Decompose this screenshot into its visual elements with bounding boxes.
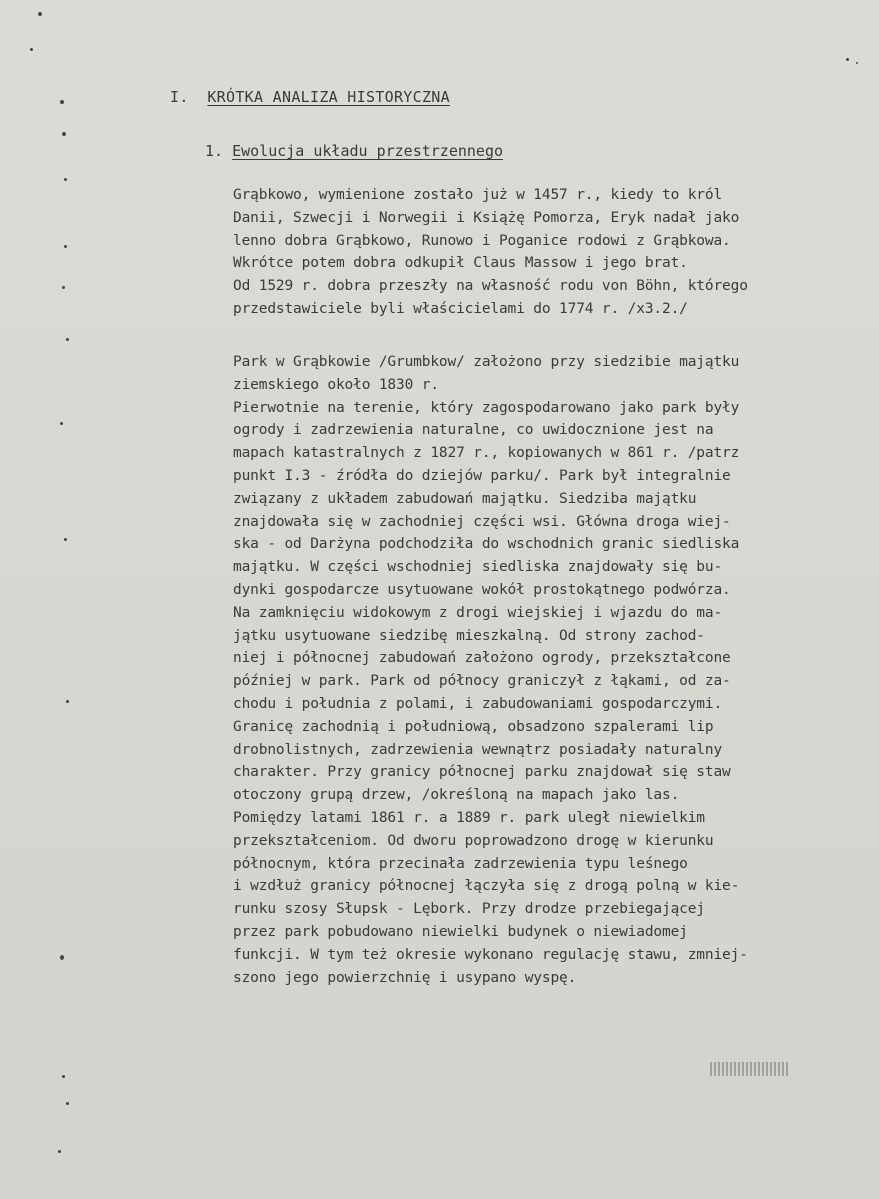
text-line: ziemskiego około 1830 r. — [233, 376, 439, 393]
text-line: Pomiędzy latami 1861 r. a 1889 r. park uległ niewielkim — [233, 809, 705, 826]
text-line: północnym, która przecinała zadrzewienia typu leśnego — [233, 855, 688, 872]
margin-speck — [66, 1102, 69, 1105]
margin-speck — [38, 12, 42, 16]
text-line: chodu i południa z polami, i zabudowaniami gospodarczymi. — [233, 695, 723, 712]
text-line: ogrody i zadrzewienia naturalne, co uwidocznione jest na — [233, 422, 714, 439]
text-line: ska - od Darżyna podchodziła do wschodnich granic siedliska — [233, 536, 740, 553]
margin-speck — [64, 538, 67, 541]
text-line: funkcji. W tym też okresie wykonano regulację stawu, zmniej- — [233, 946, 748, 963]
text-line: charakter. Przy granicy północnej parku znajdował się staw — [233, 764, 731, 781]
text-line: lenno dobra Grąbkowo, Runowo i Poganice rodowi z Grąbkowa. — [233, 232, 731, 249]
margin-speck — [846, 58, 849, 61]
text-line: Od 1529 r. dobra przeszły na własność rodu von Böhn, którego — [233, 278, 748, 295]
text-line: mapach katastralnych z 1827 r., kopiowanych w 861 r. /patrz — [233, 445, 740, 462]
paragraph-history — [233, 184, 873, 321]
text-line: runku szosy Słupsk - Lębork. Przy drodze przebiegającej — [233, 901, 705, 918]
text-line: Na zamknięciu widokowym z drogi wiejskiej i wjazdu do ma- — [233, 604, 723, 621]
margin-speck — [64, 245, 67, 248]
text-line: drobnolistnych, zadrzewienia wewnątrz posiadały naturalny — [233, 741, 723, 758]
text-line: otoczony grupą drzew, /określoną na mapach jako las. — [233, 787, 680, 804]
text-line: później w park. Park od północy graniczył z łąkami, od za- — [233, 673, 731, 690]
margin-speck — [60, 422, 63, 425]
margin-speck — [62, 1075, 65, 1078]
section-heading-title: KRÓTKA ANALIZA HISTORYCZNA — [207, 88, 450, 106]
margin-speck — [60, 955, 64, 960]
text-line: niej i północnej zabudowań założono ogrody, przekształcone — [233, 650, 731, 667]
text-line: Danii, Szwecji i Norwegii i Książę Pomorza, Eryk nadał jako — [233, 209, 740, 226]
margin-speck — [62, 286, 65, 289]
text-line: jątku usytuowane siedzibę mieszkalną. Od strony zachod- — [233, 627, 705, 644]
text-line: i wzdłuż granicy północnej łączyła się z drogą polną w kie- — [233, 878, 740, 895]
text-line: Wkrótce potem dobra odkupił Claus Massow i jego brat. — [233, 255, 688, 272]
text-line: przez park pobudowano niewielki budynek o niewiadomej — [233, 923, 688, 940]
ink-smudge — [710, 1062, 790, 1076]
subsection-heading — [205, 142, 503, 160]
subsection-heading-title: Ewolucja układu przestrzennego — [232, 142, 504, 160]
margin-speck — [58, 1150, 61, 1153]
text-line: majątku. W części wschodniej siedliska znajdowały się bu- — [233, 559, 723, 576]
margin-speck — [66, 700, 69, 703]
margin-speck — [62, 132, 66, 136]
text-line: Grąbkowo, wymienione zostało już w 1457 r., kiedy to król — [233, 187, 723, 203]
text-line: Granicę zachodnią i południową, obsadzono szpalerami lip — [233, 718, 714, 735]
text-line: przedstawiciele byli właścicielami do 1774 r. /x3.2./ — [233, 300, 688, 317]
section-heading — [170, 88, 450, 106]
text-line: znajdowała się w zachodniej części wsi. Główna droga wiej- — [233, 513, 731, 530]
margin-speck — [30, 48, 33, 51]
subsection-heading-number: 1. — [205, 142, 224, 160]
margin-speck — [66, 338, 69, 341]
text-line: przekształceniom. Od dworu poprowadzono drogę w kierunku — [233, 832, 714, 849]
margin-speck — [60, 100, 64, 104]
margin-speck — [856, 62, 858, 64]
section-heading-number: I. — [170, 88, 189, 106]
margin-speck — [64, 178, 67, 181]
text-line: Pierwotnie na terenie, który zagospodarowano jako park były — [233, 399, 740, 416]
paragraph-park — [233, 351, 873, 989]
text-line: dynki gospodarcze usytuowane wokół prostokątnego podwórza. — [233, 581, 731, 598]
text-line: Park w Grąbkowie /Grumbkow/ założono przy siedzibie majątku — [233, 354, 740, 370]
text-line: związany z układem zabudowań majątku. Siedziba majątku — [233, 490, 697, 507]
text-line: punkt I.3 - źródła do dziejów parku/. Park był integralnie — [233, 467, 731, 484]
text-line: szono jego powierzchnię i usypano wyspę. — [233, 969, 577, 986]
